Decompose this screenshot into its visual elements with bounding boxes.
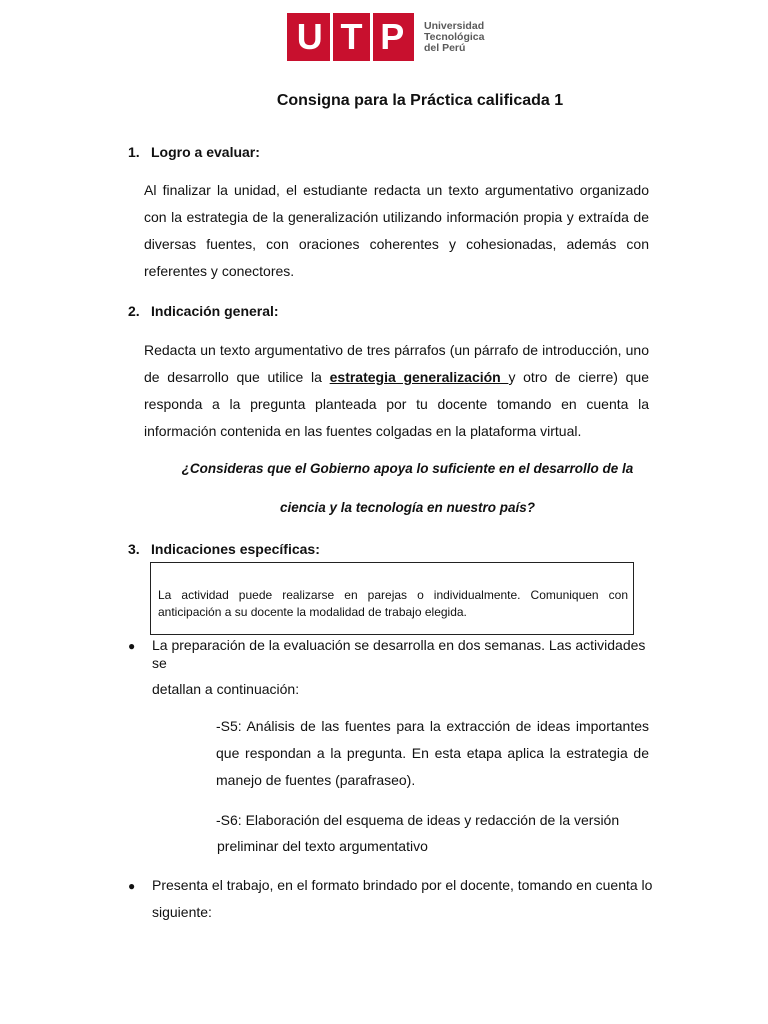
emphasis-text: estrategia generalización bbox=[329, 369, 509, 385]
section-heading-text: Indicaciones específicas: bbox=[151, 541, 320, 557]
bullet-icon: ● bbox=[128, 879, 136, 893]
section-heading-text: Logro a evaluar: bbox=[151, 144, 260, 160]
section2-body bbox=[144, 337, 649, 445]
body-text: y otro de cierre) que responda a la pregunta planteada por tu docente tomando en cuenta la información contenida en las fuentes colgadas en la plataforma virtual. bbox=[144, 369, 649, 439]
body-text: Redacta un texto argumentativo de tres párrafos (un párrafo de introducción, uno de desarrollo que utilice la bbox=[144, 342, 649, 385]
s6-line: -S6: Elaboración del esquema de ideas y redacción de la versión bbox=[216, 812, 620, 828]
logo-letter-t: T bbox=[340, 16, 363, 57]
section-number: 2. bbox=[128, 303, 140, 319]
logo-separator bbox=[370, 13, 373, 61]
section-number: 3. bbox=[128, 541, 140, 557]
bullet1-line: La preparación de la evaluación se desarrolla en dos semanas. Las actividades bbox=[152, 637, 646, 653]
question-line-2: ciencia y la tecnología en nuestro país? bbox=[279, 500, 536, 515]
s6-line: preliminar del texto argumentativo bbox=[217, 838, 428, 854]
utp-logo bbox=[287, 13, 484, 61]
section-heading-text: Indicación general: bbox=[151, 303, 279, 319]
section-number: 1. bbox=[128, 144, 140, 160]
logo-letter-u: U bbox=[296, 16, 323, 57]
utp-logo-mark bbox=[287, 13, 414, 61]
logo-wordmark bbox=[424, 21, 484, 54]
bullet2-line: Presenta el trabajo, en el formato brindado por el docente, tomando en cuenta lo bbox=[152, 877, 653, 893]
logo-letter-p: P bbox=[380, 16, 405, 57]
logo-separator bbox=[330, 13, 333, 61]
section1-heading bbox=[128, 144, 260, 160]
note-box: La actividad puede realizarse en parejas o individualmente. Comuniquen con anticipación a su docente la modalidad de trabajo elegida. bbox=[150, 562, 634, 635]
bullet1-line: se bbox=[152, 655, 167, 671]
bullet-icon: ● bbox=[128, 639, 136, 653]
page-title: Consigna para la Práctica calificada 1 bbox=[276, 92, 564, 109]
logo-text-line: Universidad bbox=[424, 19, 485, 32]
bullet1-line: detallan a continuación: bbox=[152, 681, 300, 697]
logo-text-line: del Perú bbox=[424, 41, 466, 54]
section3-heading bbox=[128, 541, 320, 557]
logo-text-line: Tecnológica bbox=[424, 30, 485, 43]
question-line-1: ¿Consideras que el Gobierno apoya lo suficiente en el desarrollo de la bbox=[181, 461, 634, 476]
section2-heading bbox=[128, 303, 279, 319]
section1-body: Al finalizar la unidad, el estudiante redacta un texto argumentativo organizado con la estrategia de la generalización utilizando información propia y extraída de diversas fuentes, con oraciones coherentes y cohesionadas, además con referentes y conectores. bbox=[144, 182, 649, 279]
bullet2-line: siguiente: bbox=[152, 904, 212, 920]
s5-item: -S5: Análisis de las fuentes para la extracción de ideas importantes que respondan a la pregunta. En esta etapa aplica la estrategia de manejo de fuentes (parafraseo). bbox=[216, 718, 649, 788]
